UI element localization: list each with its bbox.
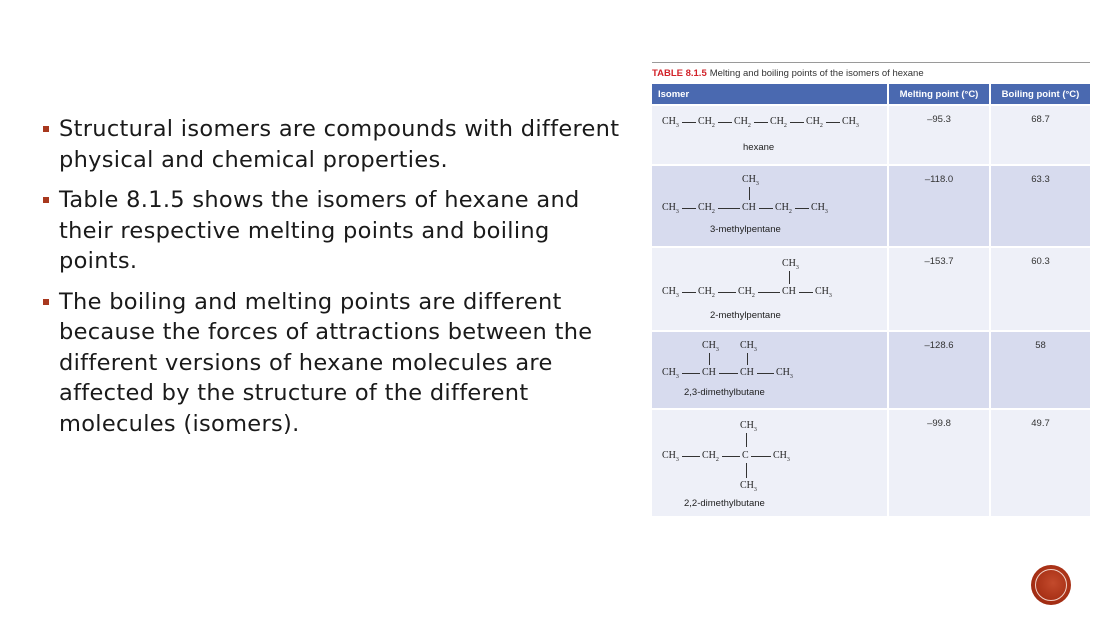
isomer-name: 2,2-dimethylbutane xyxy=(684,498,765,509)
isomer-table xyxy=(652,84,1090,516)
isomer-table-figure xyxy=(652,62,1090,516)
boiling-point-cell: 58 xyxy=(990,331,1090,409)
2,2-dimethylbutane-structure: $CH_3$ $CH_3$ $CH_2$ C $CH_3$ $CH_3$ 2,2-dimethylbutane xyxy=(662,420,790,509)
caption-text: Melting and boiling points of the isomers of hexane xyxy=(709,68,924,79)
table-caption xyxy=(652,68,1090,84)
2,3-dimethylbutane-structure: $CH_3$ $CH_3$ $CH_3$ CH CH $CH_3$ 2,3-dimethylbutane xyxy=(662,340,793,398)
boiling-point-cell: 49.7 xyxy=(990,409,1090,516)
bullet-square-icon xyxy=(43,299,49,305)
table-row xyxy=(652,105,1090,165)
table-row xyxy=(652,247,1090,331)
boiling-point-cell: 63.3 xyxy=(990,165,1090,247)
hexane-structure: $CH_3$ $CH_2$ $CH_2$ $CH_2$ $CH_2$ $CH_3$ hexane xyxy=(662,116,859,153)
structure-cell xyxy=(652,105,888,165)
caption-tag: TABLE 8.1.5 xyxy=(652,68,707,79)
bullet-text: Table 8.1.5 shows the isomers of hexane and their respective melting points and boiling points. xyxy=(59,187,580,274)
isomer-name: 2-methylpentane xyxy=(710,310,781,321)
circle-logo-icon xyxy=(1031,565,1071,605)
bullet-list xyxy=(42,114,622,449)
header-isomer: Isomer xyxy=(652,84,888,105)
structure-cell xyxy=(652,409,888,516)
boiling-point-cell: 60.3 xyxy=(990,247,1090,331)
structure-cell xyxy=(652,247,888,331)
structure-cell xyxy=(652,331,888,409)
3-methylpentane-structure: $CH_3$ $CH_3$ $CH_2$ CH $CH_2$ $CH_3$ 3-methylpentane xyxy=(662,174,828,235)
bullet-item xyxy=(42,287,622,440)
isomer-name: 3-methylpentane xyxy=(710,224,781,235)
isomer-name: 2,3-dimethylbutane xyxy=(684,387,765,398)
bullet-text: The boiling and melting points are different because the forces of attractions between the different versions of hexane molecules are affected by the structure of the different molecules (isomers). xyxy=(59,288,593,437)
isomer-name: hexane xyxy=(743,142,775,153)
melting-point-cell: –95.3 xyxy=(888,105,990,165)
logo-ring xyxy=(1035,569,1067,601)
header-melting-point: Melting point (°C) xyxy=(888,84,990,105)
table-row xyxy=(652,409,1090,516)
melting-point-cell: –128.6 xyxy=(888,331,990,409)
header-boiling-point: Boiling point (°C) xyxy=(990,84,1090,105)
table-row xyxy=(652,331,1090,409)
melting-point-cell: –118.0 xyxy=(888,165,990,247)
melting-point-cell: –99.8 xyxy=(888,409,990,516)
2-methylpentane-structure: $CH_3$ $CH_3$ $CH_2$ $CH_2$ CH $CH_3$ 2-methylpentane xyxy=(662,258,832,321)
structure-cell xyxy=(652,165,888,247)
bullet-item xyxy=(42,114,622,175)
table-header-row xyxy=(652,84,1090,105)
bullet-square-icon xyxy=(43,197,49,203)
bullet-square-icon xyxy=(43,126,49,132)
table-row xyxy=(652,165,1090,247)
bullet-item xyxy=(42,185,622,277)
bullet-text: Structural isomers are compounds with different physical and chemical properties. xyxy=(59,116,620,173)
boiling-point-cell: 68.7 xyxy=(990,105,1090,165)
divider xyxy=(652,62,1090,63)
melting-point-cell: –153.7 xyxy=(888,247,990,331)
